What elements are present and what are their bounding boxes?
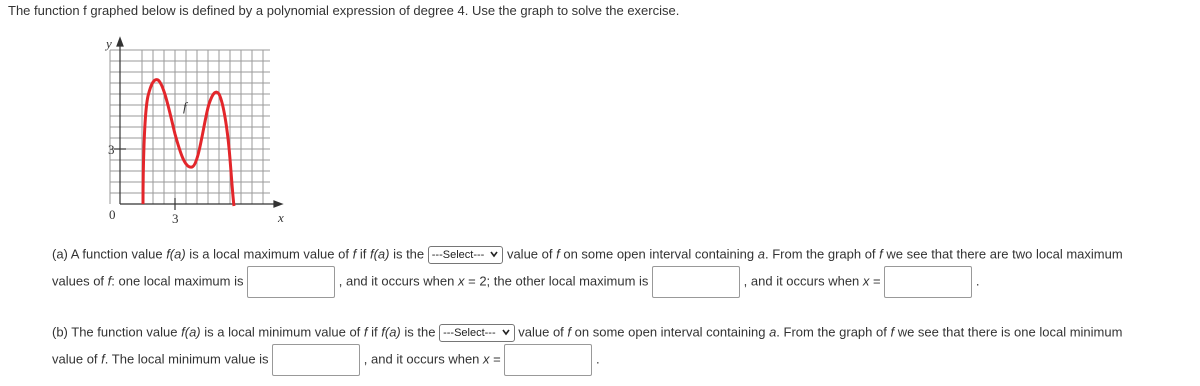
function-curve <box>143 80 234 206</box>
x-tick-label: 3 <box>172 211 179 226</box>
local-max-2-input[interactable] <box>652 266 740 298</box>
part-b-line1: (b) The function value f(a) is a local minimum value of f if f(a) is the ---Select--- value of f on some open interval containing a. From the graph of f we see that there is one local minimum <box>52 324 1122 342</box>
graph-svg <box>100 34 290 226</box>
part-b-line2: value of f. The local minimum value is , and it occurs when x = . <box>52 344 600 376</box>
grid <box>110 50 270 204</box>
y-tick-label: 3 <box>108 142 115 157</box>
part-a-line2: values of f: one local maximum is , and it occurs when x = 2; the other local maximum is , and it occurs when x = . <box>52 266 980 298</box>
polynomial-graph <box>100 34 290 226</box>
local-max-2-x-input[interactable] <box>884 266 972 298</box>
local-max-1-input[interactable] <box>247 266 335 298</box>
part-b-select[interactable]: ---Select--- <box>439 324 515 342</box>
local-min-x-input[interactable] <box>504 344 592 376</box>
part-a-select[interactable]: ---Select--- <box>428 246 504 264</box>
origin-label: 0 <box>109 207 116 222</box>
y-axis-arrow <box>117 38 123 46</box>
part-a-line1: (a) A function value f(a) is a local maximum value of f if f(a) is the ---Select--- value of f on some open interval containing a. From the graph of f we see that there are two local maximum <box>52 246 1123 264</box>
axes <box>114 38 282 210</box>
chevron-down-icon <box>502 328 510 336</box>
local-min-input[interactable] <box>272 344 360 376</box>
chevron-down-icon <box>490 250 498 258</box>
x-axis-label: x <box>278 210 284 225</box>
x-axis-arrow <box>274 201 282 207</box>
function-label: f <box>183 99 187 114</box>
instructions-text: The function f graphed below is defined by a polynomial expression of degree 4. Use the graph to solve the exercise. <box>8 3 680 18</box>
y-axis-label: y <box>106 36 112 51</box>
